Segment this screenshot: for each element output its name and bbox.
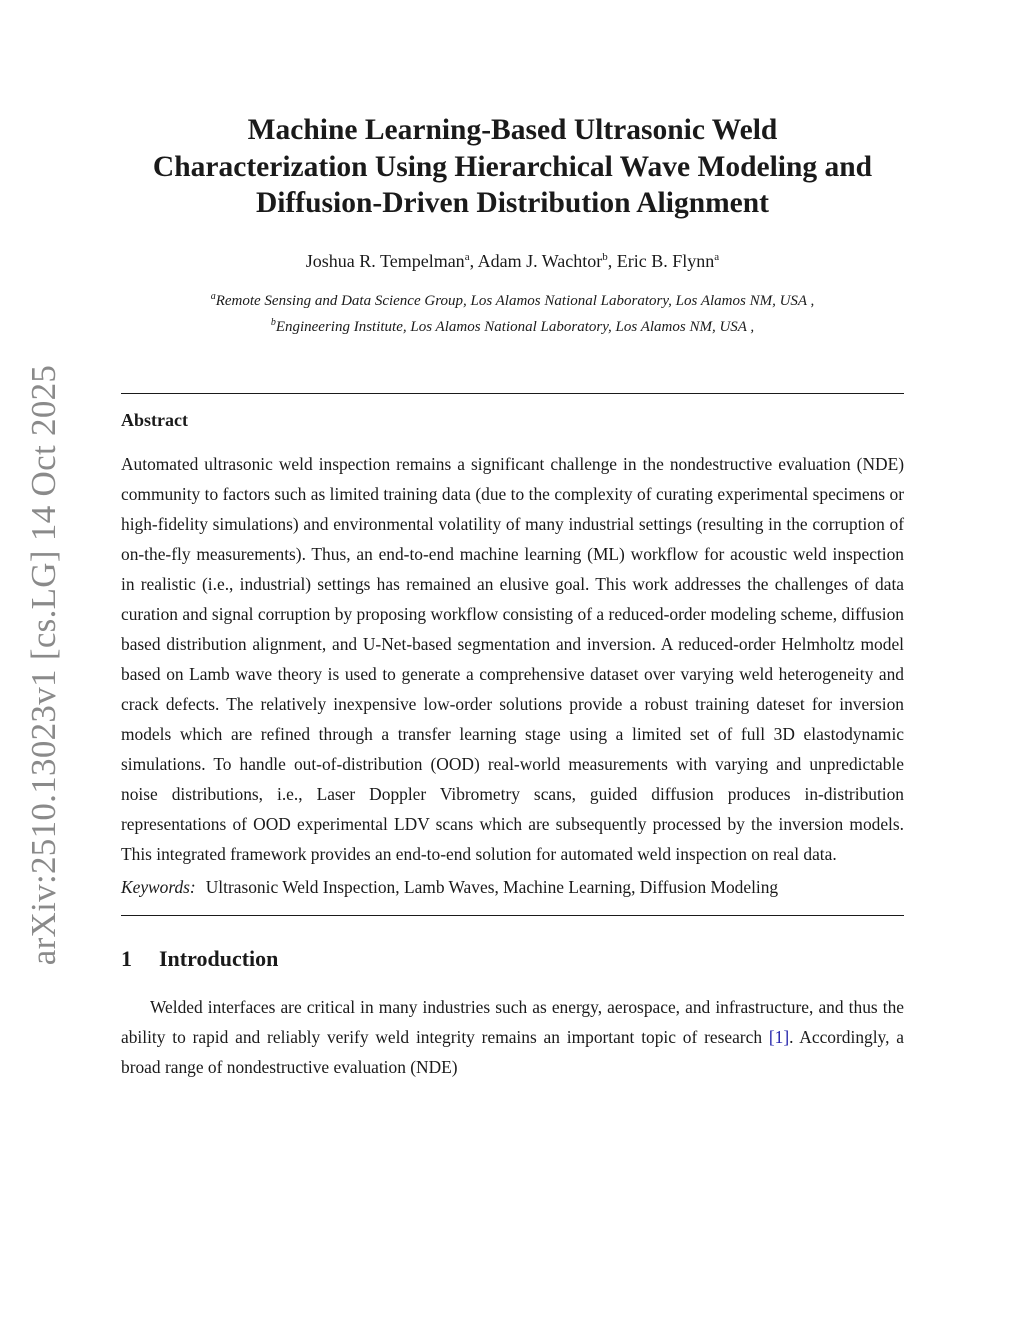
author-affiliation-mark: b	[602, 250, 608, 263]
keywords-text: Ultrasonic Weld Inspection, Lamb Waves, Machine Learning, Diffusion Modeling	[205, 876, 779, 897]
author-list: Joshua R. Tempelman$^a$, Adam J. Wachtor$^b$, Eric B. Flynn$^a$	[305, 250, 720, 271]
author-affiliation-mark: a	[464, 250, 470, 263]
affiliation-text: Engineering Institute, Los Alamos National Laboratory, Los Alamos NM, USA ,	[275, 318, 755, 335]
affiliation-mark: a	[210, 290, 216, 302]
author-name: Joshua R. Tempelman	[305, 250, 465, 271]
paragraph-text: . Accordingly, a broad range of nondestructive evaluation (NDE)	[121, 1026, 904, 1077]
paragraph-text: Welded interfaces are critical in many industries such as energy, aerospace, and infrastructure, and thus the ability to rapid and reliably verify weld integrity remains an important topic of research	[121, 996, 904, 1047]
affiliation-mark: b	[270, 316, 276, 328]
paper-title	[81, 112, 944, 222]
affiliation-list	[121, 286, 904, 338]
paper-page	[121, 112, 904, 1082]
citation-link[interactable]: [1]	[768, 1026, 790, 1047]
section-heading-introduction	[121, 946, 904, 972]
abstract-text: Automated ultrasonic weld inspection remains a significant challenge in the nondestructive evaluation (NDE) community to factors such as limited training data (due to the complexity of curating experimental specimens or high-fidelity simulations) and environmental volatility of many industrial settings (resulting in the corruption of on-the-fly measurements). Thus, an end-to-end machine learning (ML) workflow for acoustic weld inspection in realistic (i.e., industrial) settings has remained an elusive goal. This work addresses the challenges of data curation and signal corruption by proposing workflow consisting of a reduced-order modeling scheme, diffusion based distribution alignment, and U-Net-based segmentation and inversion. A reduced-order Helmholtz model based on Lamb wave theory is used to generate a comprehensive dataset over varying weld heterogeneity and crack defects. The relatively inexpensive low-order solutions provide a robust training dateset for inversion models which are refined through a transfer learning stage using a limited set of full 3D elastodynamic simulations. To handle out-of-distribution (OOD) real-world measurements with varying and unpredictable noise distributions, i.e., Laser Doppler Vibrometry scans, guided diffusion produces in-distribution representations of OOD experimental LDV scans which are subsequently processed by the inversion models. This integrated framework provides an end-to-end solution for automated weld inspection on real data.	[121, 453, 904, 864]
affiliation	[121, 286, 904, 312]
affiliation	[121, 312, 904, 338]
affiliation-text: Remote Sensing and Data Science Group, Los Alamos National Laboratory, Los Alamos NM, USA ,	[215, 292, 815, 309]
section-title: Introduction	[159, 945, 279, 971]
title-line-2: Characterization Using Hierarchical Wave Modeling and	[152, 150, 873, 183]
author-affiliation-mark: a	[714, 250, 720, 263]
keywords	[121, 873, 904, 902]
horizontal-rule	[121, 915, 904, 916]
title-line-3: Diffusion-Driven Distribution Alignment	[255, 187, 769, 219]
arxiv-identifier-stamp: arXiv:2510.13023v1 [cs.LG] 14 Oct 2025	[24, 364, 63, 966]
abstract-heading: Abstract	[121, 409, 188, 430]
author-name: Eric B. Flynn	[616, 250, 715, 271]
section-number: 1	[121, 945, 132, 971]
title-line-1: Machine Learning-Based Ultrasonic Weld	[247, 114, 778, 146]
introduction-paragraph	[121, 992, 904, 1082]
author-name: Adam J. Wachtor	[477, 250, 603, 271]
horizontal-rule	[121, 393, 904, 394]
keywords-label: Keywords:	[121, 876, 196, 897]
